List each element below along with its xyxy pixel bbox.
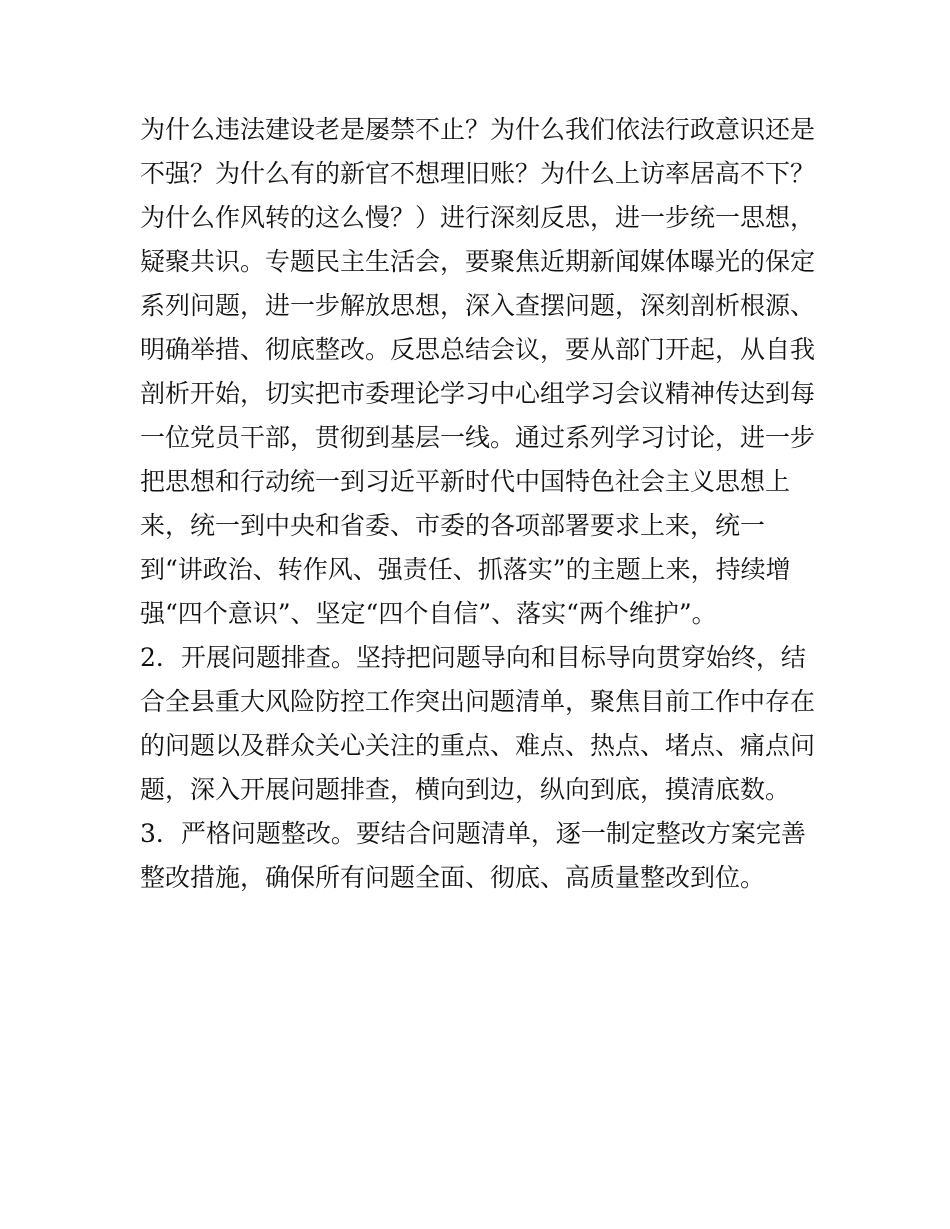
- text-line: 题，深入开展问题排查，横向到边，纵向到底，摸清底数。: [140, 775, 791, 804]
- text-line: 合全县重大风险防控工作突出问题清单，聚焦目前工作中存在: [140, 687, 816, 716]
- text-line: 来，统一到中央和省委、市委的各项部署要求上来，统一: [140, 511, 766, 540]
- document-body: [140, 108, 820, 900]
- text-line: 强“四个意识”、坚定“四个自信”、落实“两个维护”。: [140, 599, 717, 628]
- text-line: 疑聚共识。专题民主生活会，要聚焦近期新闻媒体曝光的保定: [140, 247, 816, 276]
- text-line: 整改措施，确保所有问题全面、彻底、高质量整改到位。: [140, 863, 766, 892]
- text-line: 一位党员干部，贯彻到基层一线。通过系列学习讨论，进一步: [140, 423, 816, 452]
- text-line: 系列问题，进一步解放思想，深入查摆问题，深刻剖析根源、: [140, 291, 816, 320]
- text-line: 不强？为什么有的新官不想理旧账？为什么上访率居高不下？: [140, 159, 816, 188]
- text-line: 到“讲政治、转作风、强责任、抓落实”的主题上来，持续增: [140, 555, 791, 584]
- text-line: 2．开展问题排查。坚持把问题导向和目标导向贯穿始终，结: [140, 643, 806, 672]
- text-line: 明确举措、彻底整改。反思总结会议，要从部门开起，从自我: [140, 335, 816, 364]
- text-line: 把思想和行动统一到习近平新时代中国特色社会主义思想上: [140, 467, 791, 496]
- text-line: 的问题以及群众关心关注的重点、难点、热点、堵点、痛点问: [140, 731, 816, 760]
- text-line: 为什么作风转的这么慢？）进行深刻反思，进一步统一思想，: [140, 203, 816, 232]
- text-line: 3．严格问题整改。要结合问题清单，逐一制定整改方案完善: [140, 819, 806, 848]
- text-line: 剖析开始，切实把市委理论学习中心组学习会议精神传达到每: [140, 379, 816, 408]
- text-line: 为什么违法建设老是屡禁不止？为什么我们依法行政意识还是: [140, 115, 816, 144]
